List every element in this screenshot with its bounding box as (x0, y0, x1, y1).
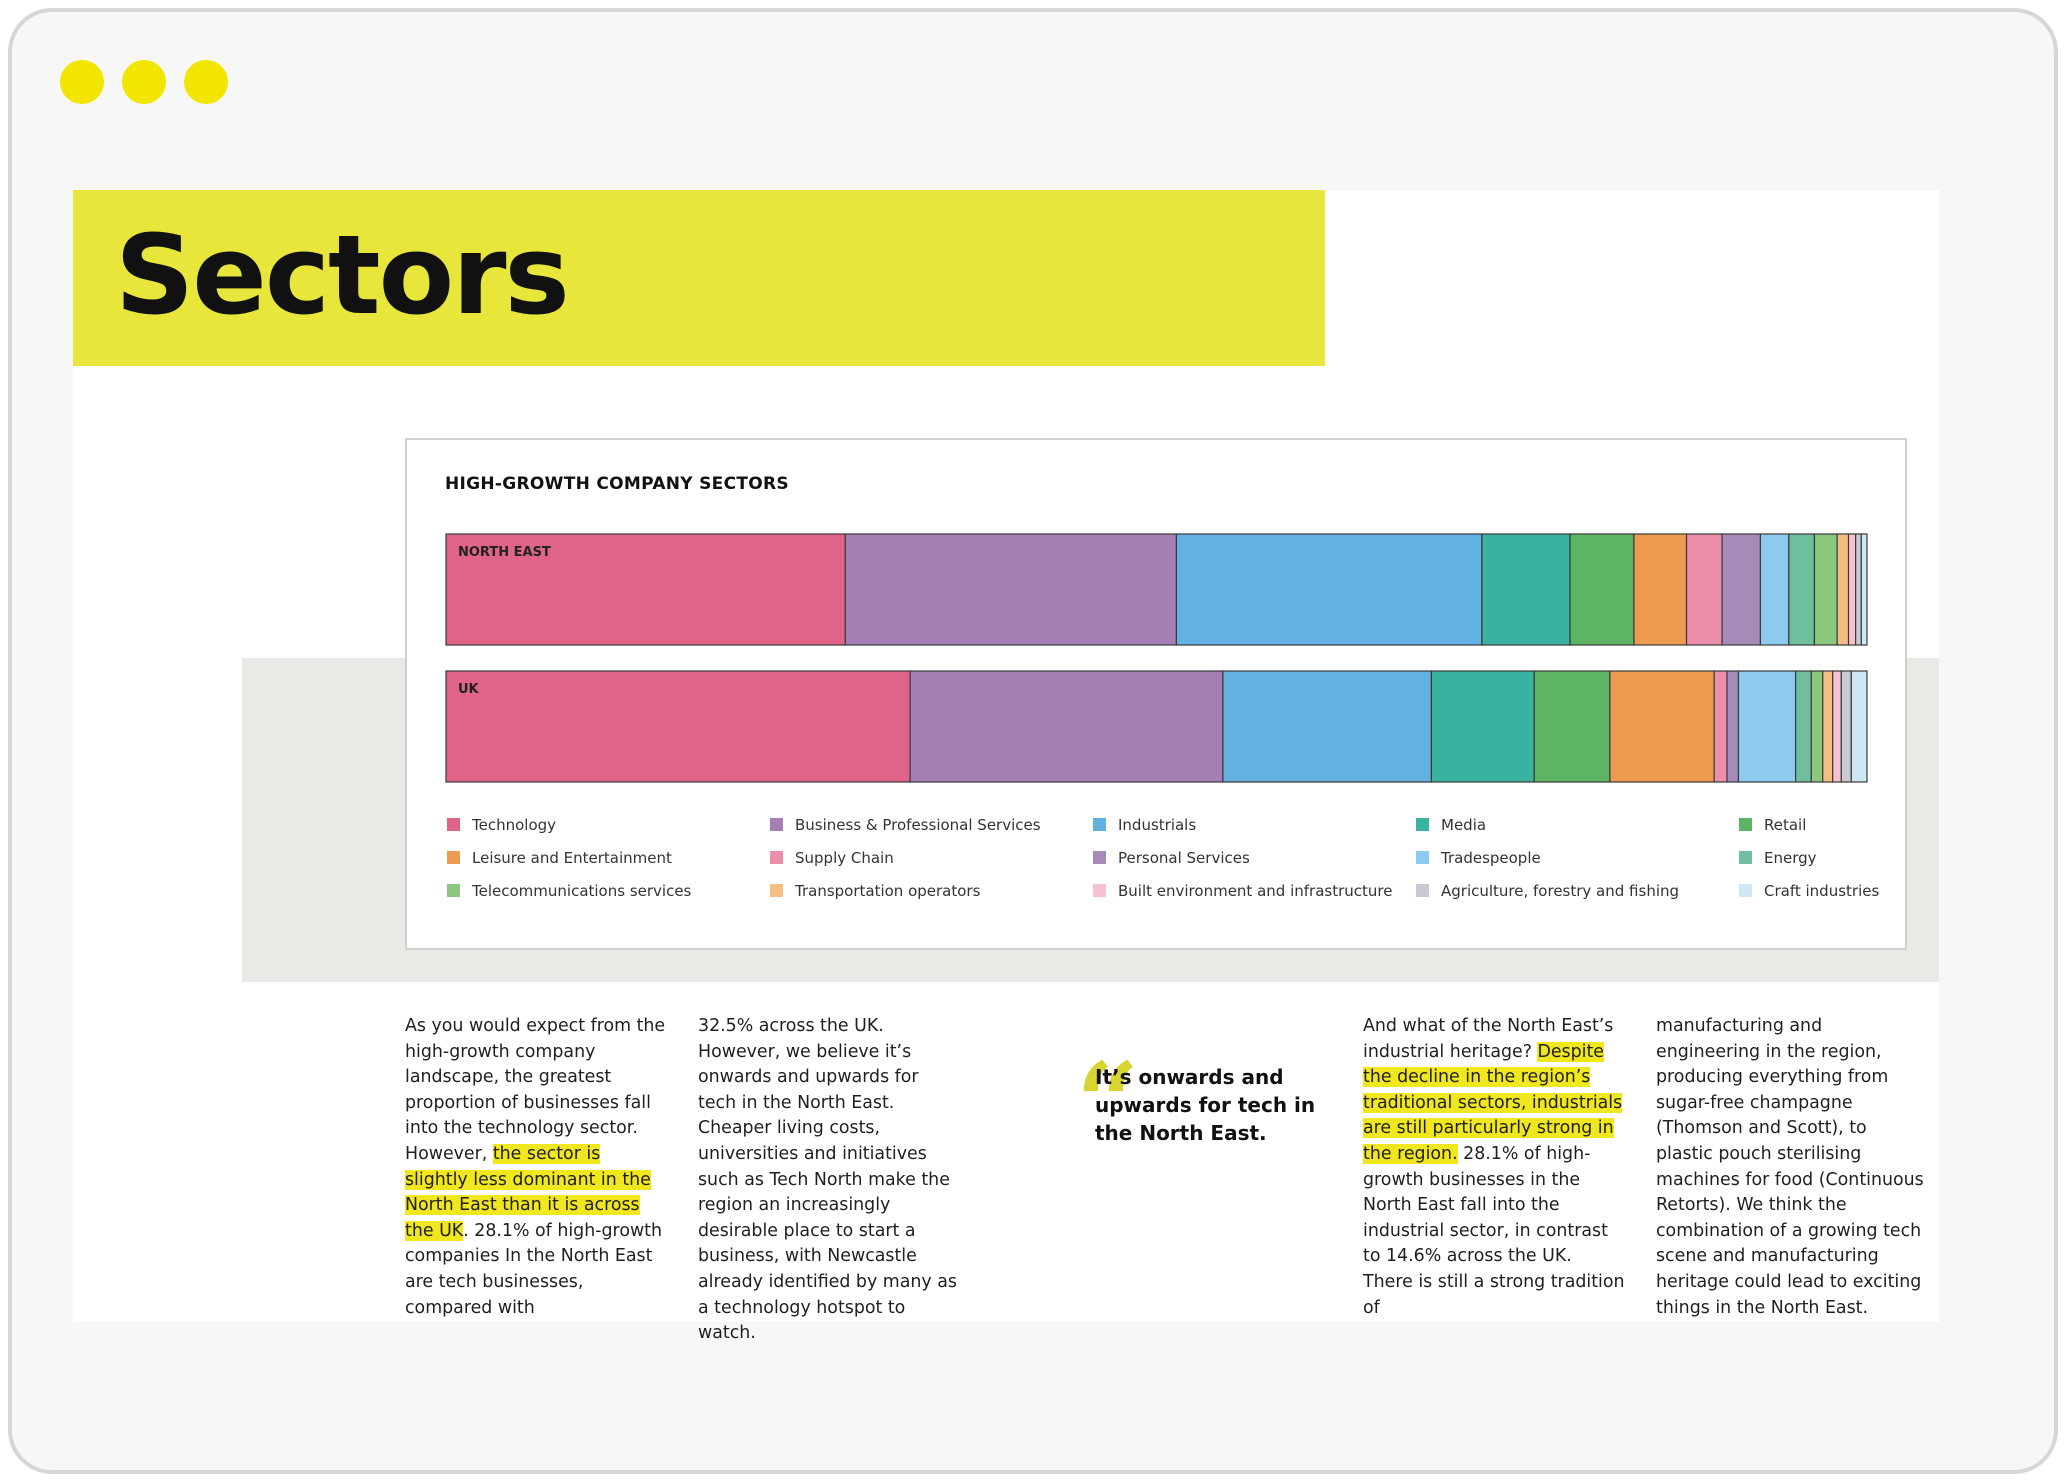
legend-label: Technology (472, 816, 557, 834)
legend-swatch (1093, 818, 1106, 831)
legend-label: Media (1441, 816, 1487, 834)
legend-label: Craft industries (1764, 882, 1880, 900)
legend-swatch (1416, 851, 1429, 864)
article-column-2 (698, 1014, 960, 1347)
legend-swatch (1093, 851, 1106, 864)
window-dot-3[interactable] (184, 60, 228, 104)
bar-label-uk: UK (458, 682, 479, 697)
bar-segment-north-east-12 (1849, 534, 1856, 645)
article-text: 28.1% of high-growth businesses in the North East fall into the industrial sector, in contrast to 14.6% across the UK. There is still a strong tradition of (1363, 1143, 1625, 1318)
legend-swatch (770, 818, 783, 831)
legend-label: Business & Professional Services (795, 816, 1041, 834)
bar-segment-north-east-13 (1856, 534, 1862, 645)
legend-item-personal-services (1093, 849, 1250, 867)
legend-item-leisure-and-entertainment (447, 849, 672, 867)
stacked-bar-chart (445, 532, 1868, 782)
article-text: 32.5% across the UK. However, we believe it’s onwards and upwards for tech in the North East. Cheaper living costs, universities and initiatives such as Tech North make the region an increasingly desirable place to start a business, with Newcastle already identified by many as a technology hotspot to watch. (698, 1016, 957, 1344)
legend-label: Leisure and Entertainment (472, 849, 672, 867)
bar-segment-north-east-9 (1789, 534, 1815, 645)
page-canvas (73, 190, 1939, 1344)
pull-quote: It’s onwards and upwards for tech in the North East. (1095, 1065, 1316, 1145)
bar-segment-uk-7 (1727, 671, 1738, 782)
article-text: manufacturing and engineering in the region, producing everything from sugar-free champagne (Thomson and Scott), to plastic pouch sterilising machines for food (Continuous Retorts). We think the combination of a growing tech scene and manufacturing heritage could lead to exciting things in the North East. (1656, 1016, 1924, 1318)
legend-item-built-environment-and-infrastructure (1093, 882, 1392, 900)
window-dot-1[interactable] (60, 60, 104, 104)
title-band (73, 190, 1325, 366)
chart-title: HIGH-GROWTH COMPANY SECTORS (445, 474, 789, 494)
bar-segment-north-east-14 (1861, 534, 1867, 645)
bar-segment-north-east-6 (1687, 534, 1723, 645)
bar-segment-uk-3 (1431, 671, 1534, 782)
bar-segment-uk-11 (1823, 671, 1833, 782)
legend-item-energy (1739, 849, 1817, 867)
bar-segment-north-east-3 (1482, 534, 1570, 645)
legend-swatch (447, 818, 460, 831)
legend-item-business-professional-services (770, 816, 1041, 834)
bar-segment-north-east-11 (1837, 534, 1848, 645)
article-column-3 (1363, 1014, 1625, 1321)
legend-label: Transportation operators (795, 882, 981, 900)
legend-swatch (1739, 884, 1752, 897)
legend-swatch (447, 884, 460, 897)
legend-label: Built environment and infrastructure (1118, 882, 1393, 900)
legend-label: Industrials (1118, 816, 1197, 834)
legend-item-retail (1739, 816, 1806, 834)
legend-swatch (447, 851, 460, 864)
bar-segment-uk-0 (446, 671, 910, 782)
bar-segment-uk-5 (1610, 671, 1714, 782)
legend-swatch (770, 851, 783, 864)
bar-segment-uk-8 (1738, 671, 1795, 782)
legend-label: Energy (1764, 849, 1817, 867)
quote-mark-icon: “ (1076, 1038, 1126, 1167)
legend-swatch (1739, 818, 1752, 831)
legend-label: Tradespeople (1441, 849, 1541, 867)
bar-segment-north-east-2 (1176, 534, 1482, 645)
legend-item-industrials (1093, 816, 1196, 834)
bar-segment-uk-4 (1534, 671, 1610, 782)
bar-segment-north-east-5 (1634, 534, 1687, 645)
legend-label: Telecommunications services (472, 882, 692, 900)
bar-segment-uk-9 (1796, 671, 1812, 782)
legend-item-telecommunications-services (447, 882, 691, 900)
bar-segment-north-east-8 (1760, 534, 1788, 645)
legend-swatch (1416, 884, 1429, 897)
bar-segment-uk-1 (910, 671, 1223, 782)
bar-segment-uk-12 (1833, 671, 1842, 782)
article-column-1 (405, 1014, 667, 1321)
highlighted-text: Despite the decline in the region’s traditional sectors, industrials are still particularly strong in the region. (1363, 1041, 1623, 1164)
legend-label: Retail (1764, 816, 1807, 834)
article-column-4 (1656, 1014, 1926, 1321)
article-text: . 28.1% of high-growth companies In the North East are tech businesses, compared with (405, 1220, 663, 1318)
legend-item-transportation-operators (770, 882, 980, 900)
legend-item-agriculture-forestry-and-fishing (1416, 882, 1679, 900)
legend-swatch (770, 884, 783, 897)
bar-segment-uk-14 (1851, 671, 1867, 782)
legend-swatch (1416, 818, 1429, 831)
bar-segment-north-east-7 (1722, 534, 1760, 645)
legend-item-tradespeople (1416, 849, 1541, 867)
article-text: As you would expect from the high-growth company landscape, the greatest proportion of businesses fall into the technology sector. However, (405, 1016, 666, 1164)
bar-segment-north-east-4 (1570, 534, 1634, 645)
legend-swatch (1093, 884, 1106, 897)
legend-label: Agriculture, forestry and fishing (1441, 882, 1680, 900)
legend-label: Supply Chain (795, 849, 894, 867)
page-title: Sectors (115, 211, 568, 339)
bar-segment-uk-13 (1841, 671, 1851, 782)
bar-segment-uk-2 (1223, 671, 1432, 782)
legend-item-media (1416, 816, 1486, 834)
article-text: And what of the North East’s industrial heritage? (1363, 1016, 1614, 1062)
bar-segment-north-east-10 (1814, 534, 1837, 645)
bar-label-north-east: NORTH EAST (458, 545, 551, 560)
legend-item-craft-industries (1739, 882, 1879, 900)
bar-segment-uk-6 (1714, 671, 1727, 782)
window-dot-2[interactable] (122, 60, 166, 104)
chart-card (405, 438, 1907, 950)
legend-label: Personal Services (1118, 849, 1250, 867)
highlighted-text: the sector is slightly less dominant in the North East than it is across the UK (405, 1143, 651, 1241)
bar-segment-uk-10 (1811, 671, 1822, 782)
browser-window (8, 8, 2058, 1474)
legend-item-supply-chain (770, 849, 894, 867)
legend-item-technology (447, 816, 556, 834)
legend-swatch (1739, 851, 1752, 864)
bar-segment-north-east-1 (845, 534, 1176, 645)
